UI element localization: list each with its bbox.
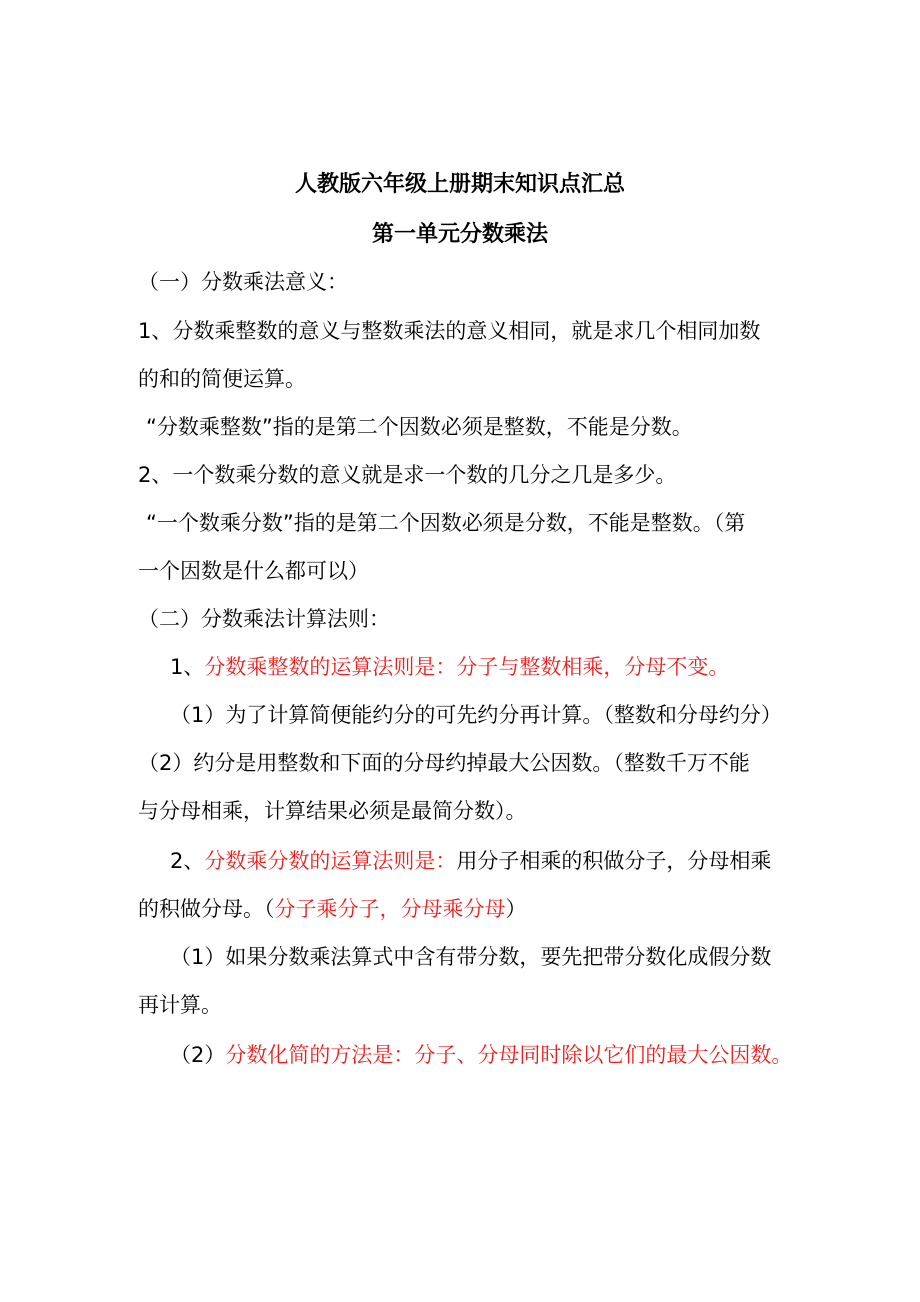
text-segment: “分数乘整数”指的是第二个因数必须是整数，不能是分数。 [146,415,693,439]
highlighted-text: 分子乘分子，分母乘分母 [274,897,506,921]
text-segment: 再计算。 [138,993,222,1017]
text-line-rule-frac [170,846,771,876]
text-line-section-meaning [138,267,348,297]
text-line-section-rules [138,604,390,634]
text-segment: 的积做分母。（ [138,897,275,921]
text-segment: 2、一个数乘分数的意义就是求一个数的几分之几是多少。 [138,463,677,487]
text-line-rule-2 [138,460,676,490]
text-line-note-2 [146,508,745,538]
text-segment: 用分子相乘的积做分子，分母相乘 [456,849,772,873]
text-segment: ） [505,897,527,921]
text-segment: 的和的简便运算。 [138,367,306,391]
text-line-sub-3 [170,942,771,972]
text-segment: （2） [170,1043,226,1067]
text-segment: 2、 [170,849,205,873]
text-line-rule-1-cont [138,364,306,394]
text-line-sub-2-cont [138,796,527,826]
page-title: 人教版六年级上册期末知识点汇总 [294,172,625,197]
text-line-sub-4 [170,1040,792,1070]
text-segment: 一个因数是什么都可以） [138,559,369,583]
text-segment: 与分母相乘，计算结果必须是最简分数）。 [138,799,527,823]
text-segment: （一）分数乘法意义： [138,270,348,294]
text-line-rule-1 [138,316,760,346]
text-line-rule-frac-cont [138,894,527,924]
highlighted-text: 分数乘整数的运算法则是：分子与整数相乘，分母不变。 [204,655,730,679]
text-line-rule-int [170,652,729,682]
text-line-sub-3-cont [138,990,222,1020]
section-subtitle: 第一单元分数乘法 [371,222,548,247]
text-line-note-1 [146,412,693,442]
text-segment: （1）如果分数乘法算式中含有带分数，要先把带分数化成假分数 [170,945,772,969]
text-segment: “一个数乘分数”指的是第二个因数必须是分数，不能是整数。（第 [146,511,746,535]
text-segment: （2）约分是用整数和下面的分母约掉最大公因数。（整数千万不能 [138,751,750,775]
highlighted-text: 分数化简的方法是：分子、分母同时除以它们的最大公因数。 [225,1043,793,1067]
text-line-note-2-cont [138,556,369,586]
text-segment: 1、分数乘整数的意义与整数乘法的意义相同，就是求几个相同加数 [138,319,761,343]
text-segment: （1）为了计算简便能约分的可先约分再计算。（整数和分母约分） [170,703,782,727]
text-segment: （二）分数乘法计算法则： [138,607,390,631]
text-segment: 1、 [170,655,205,679]
text-line-sub-2 [138,748,750,778]
text-line-sub-1 [170,700,782,730]
highlighted-text: 分数乘分数的运算法则是： [204,849,457,873]
